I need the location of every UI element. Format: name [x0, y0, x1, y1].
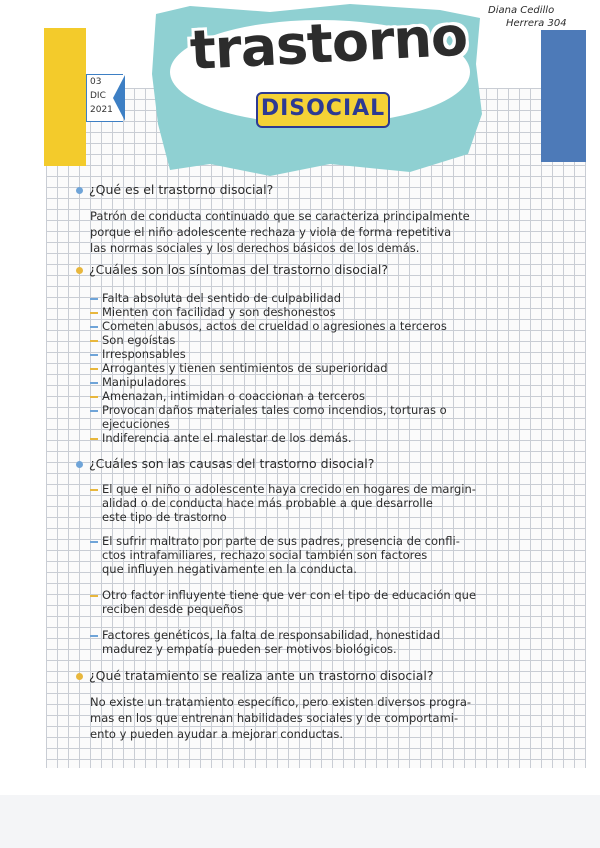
cause-item-continued: reciben desde pequeños	[102, 602, 244, 616]
question-3	[76, 456, 374, 472]
cause-item-continued: madurez y empatía pueden ser motivos biológicos.	[102, 642, 397, 656]
symptom-item: Provocan daños materiales tales como incendios, torturas o	[90, 403, 447, 417]
cause-item-continued: este tipo de trastorno	[102, 510, 227, 524]
title-main: trastorno	[188, 4, 469, 83]
symptom-item: Irresponsables	[90, 347, 186, 361]
dash-icon	[90, 354, 98, 356]
dash-icon	[90, 326, 98, 328]
answer-line: Patrón de conducta continuado que se caracteriza principalmente	[90, 209, 470, 223]
cause-item: Factores genéticos, la falta de responsabilidad, honestidad	[90, 628, 440, 642]
bullet-icon	[76, 187, 83, 194]
date-year: 2021	[90, 105, 113, 115]
answer-1	[90, 208, 470, 256]
symptom-item: Indiferencia ante el malestar de los demás.	[90, 431, 352, 445]
cause-item: El que el niño o adolescente haya crecido en hogares de margin-	[90, 482, 476, 496]
symptom-item: Falta absoluta del sentido de culpabilidad	[90, 291, 341, 305]
dash-icon	[90, 635, 98, 637]
answer-line: mas en los que entrenan habilidades sociales y de comportami-	[90, 711, 459, 725]
dash-icon	[90, 541, 98, 543]
answer-4	[90, 694, 471, 742]
dash-icon	[90, 438, 98, 440]
dash-icon	[90, 595, 98, 597]
answer-line: las normas sociales y los derechos básicos de los demás.	[90, 241, 420, 255]
dash-icon	[90, 298, 98, 300]
dash-icon	[90, 489, 98, 491]
question-4	[76, 668, 434, 684]
symptom-item: Arrogantes y tienen sentimientos de superioridad	[90, 361, 388, 375]
bullet-icon	[76, 673, 83, 680]
symptom-item: Cometen abusos, actos de crueldad o agresiones a terceros	[90, 319, 447, 333]
yellow-tape	[44, 28, 86, 166]
question-1	[76, 182, 273, 198]
dash-icon	[90, 396, 98, 398]
question-text: ¿Qué es el trastorno disocial?	[89, 182, 274, 197]
question-text: ¿Cuáles son los síntomas del trastorno disocial?	[89, 262, 389, 277]
question-text: ¿Qué tratamiento se realiza ante un trastorno disocial?	[89, 668, 434, 683]
dash-icon	[90, 340, 98, 342]
cause-item-continued: ctos intrafamiliares, rechazo social también son factores	[102, 548, 428, 562]
author-group: Herrera 304	[506, 18, 567, 29]
answer-line: ento y pueden ayudar a mejorar conductas.	[90, 727, 344, 741]
title-subtitle: DISOCIAL	[256, 92, 390, 128]
cause-item: Otro factor influyente tiene que ver con el tipo de educación que	[90, 588, 476, 602]
date-day: 03	[90, 77, 102, 87]
answer-line: No existe un tratamiento específico, pero existen diversos progra-	[90, 695, 472, 709]
blue-tape	[541, 30, 586, 162]
dash-icon	[90, 368, 98, 370]
date-month: DIC	[90, 91, 106, 101]
author	[488, 4, 598, 30]
answer-line: porque el niño adolescente rechaza y viola de forma repetitiva	[90, 225, 452, 239]
author-name: Diana Cedillo	[488, 5, 555, 16]
symptom-item: Mienten con facilidad y son deshonestos	[90, 305, 336, 319]
page-bottom-margin	[0, 795, 600, 848]
cause-item: El sufrir maltrato por parte de sus padres, presencia de confli-	[90, 534, 460, 548]
dash-icon	[90, 382, 98, 384]
cause-item-continued: alidad o de conducta hace más probable a que desarrolle	[102, 496, 433, 510]
bullet-icon	[76, 267, 83, 274]
question-text: ¿Cuáles son las causas del trastorno disocial?	[89, 456, 375, 471]
date-flag	[86, 74, 123, 122]
symptom-item-continued: ejecuciones	[102, 417, 170, 431]
symptom-item: Son egoístas	[90, 333, 175, 347]
symptom-item: Manipuladores	[90, 375, 186, 389]
bullet-icon	[76, 461, 83, 468]
cause-item-continued: que influyen negativamente en la conducta.	[102, 562, 357, 576]
symptom-item: Amenazan, intimidan o coaccionan a terceros	[90, 389, 365, 403]
question-2	[76, 262, 388, 278]
dash-icon	[90, 410, 98, 412]
flag-notch	[113, 75, 125, 121]
dash-icon	[90, 312, 98, 314]
